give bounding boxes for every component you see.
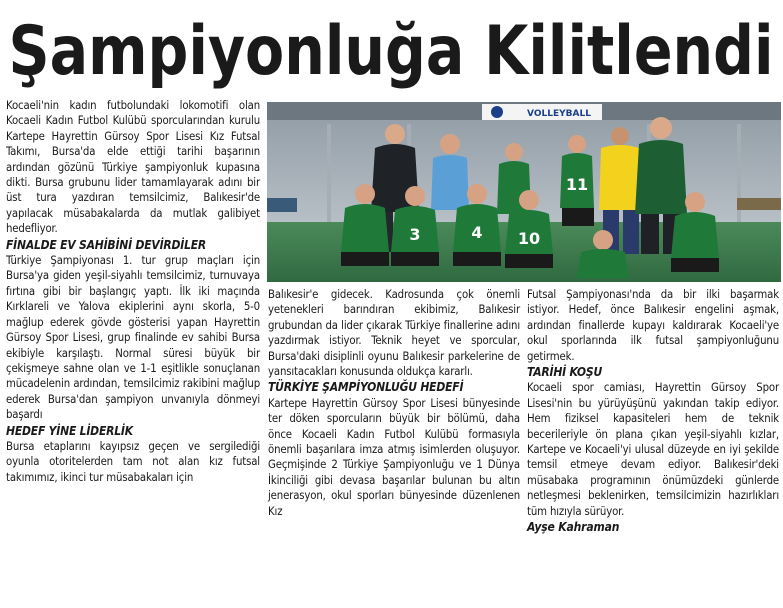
team-photo (267, 102, 781, 282)
jersey-number-10: 10 (517, 229, 541, 248)
paragraph-futsal: Futsal Şampiyonası'nda da bir ilki başarmak istiyor. Hedef, önce Balıkesir engelini aşmak, ardından finallerde kupayı kaldırarak Kocaeli'ye okul sporlarında ilk futsal şampiyonluğunu getirmek. (527, 288, 779, 363)
subheading-turkiye: TÜRKİYE ŞAMPİYONLUĞU HEDEFİ (268, 380, 464, 395)
jersey-number-4: 4 (471, 223, 483, 242)
jersey-number-3: 3 (409, 225, 421, 244)
article-column-2 (268, 287, 520, 519)
headline: Şampiyonluğa Kilitlendi (8, 12, 774, 91)
paragraph-tarihi: Kocaeli spor camiası, Hayrettin Gürsoy Spor Lisesi'nin bu yürüyüşünü yakından takip ediyor. Hem fiziksel kapasiteleri hem de teknik becerileriyle ön plana çıkan yeşil-siyahlı kızlar, Kartepe ve Kocaeli'yi ulusal düzeyde en iyi şekilde temsil etmeye devam ediyor. Balıkesir'deki müsabaka programının önümüzdeki günlerde netleşmesi beklenirken, temsilcimizin hazırlıkları tüm hızıyla sürüyor. (527, 381, 779, 518)
jersey-number-11: 11 (565, 175, 589, 194)
article-column-3 (527, 287, 779, 536)
paragraph-finalde: Türkiye Şampiyonası 1. tur grup maçları için Bursa'ya giden yeşil-siyahlı temsilcimiz, turnuvaya fırtına gibi bir başlangıç yaptı. İlk iki maçında Kırklareli ve Yalova ekiplerini aynı skorla, 5-0 mağlup ederek gövde gösterisi yapan Hayrettin Gürsoy Spor Lisesi, grup finalinde ev sahibi Bursa ekibiyle karşılaştı. Normal süresi büyük bir çekişmeye sahne olan ve 1-1 eşitlikle sonuçlanan mücadelenin ardından, temsilcimiz rakibini mağlup ederek Bursa'dan şampiyon unvanıyla dönmeyi başardı (6, 254, 260, 422)
subheading-tarihi: TARİHİ KOŞU (527, 365, 603, 380)
paragraph-balikesir: Balıkesir'e gidecek. Kadrosunda çok önemli yetenekleri barındıran ekibimiz, Balıkesir grubundan da lider çıkarak Türkiye finallerine adını yazdırmak istiyor. Teknik heyet ve sporcular, Bursa'daki disiplinli oyunu Balıkesir parkelerine de yansıtacakları konusunda oldukça kararlı. (268, 288, 520, 379)
subheading-hedef: HEDEF YİNE LİDERLİK (6, 423, 133, 438)
author-name: Ayşe Kahraman (527, 520, 620, 535)
headline-block (0, 2, 783, 94)
paragraph-turkiye: Kartepe Hayrettin Gürsoy Spor Lisesi bünyesinde ter döken sporcuların büyük bir bölümü, daha önce Kocaeli Kadın Futbol Kulübü formasıyla önemli başarılara imza atmış isimlerden oluşuyor. Geçmişinde 2 Türkiye Şampiyonluğu ve 1 Dünya İkinciliği gibi devasa başarılar bulunan bu altın jenerasyon, okul sporları bünyesinde düzenlenen Kız (268, 396, 520, 518)
subheading-finalde: FİNALDE EV SAHİBİNİ DEVİRDİLER (6, 237, 207, 252)
intro-paragraph: Kocaeli'nin kadın futbolundaki lokomotifi olan Kocaeli Kadın Futbol Kulübü sporcularından kurulu Kartepe Hayrettin Gürsoy Spor Lisesi Kız Futsal Takımı, Bursa'da elde ettiği tarihi başarının ardından gözünü Türkiye şampiyonluk kupasına dikti. Bursa grubunu lider tamamlayarak adını bir üst tura yazdıran temsilcimiz, Balıkesir'de yapılacak müsabakalarda da mutlak galibiyet hedefliyor. (6, 99, 260, 236)
paragraph-hedef: Bursa etaplarını kayıpsız geçen ve sergilediği oyunla otoritelerden tam not alan kız futsal takımımız, ikinci tur müsabakaları için (6, 439, 260, 484)
article-column-1 (6, 98, 260, 485)
banner-text: VOLLEYBALL (527, 109, 591, 119)
headline-svg (0, 2, 783, 94)
